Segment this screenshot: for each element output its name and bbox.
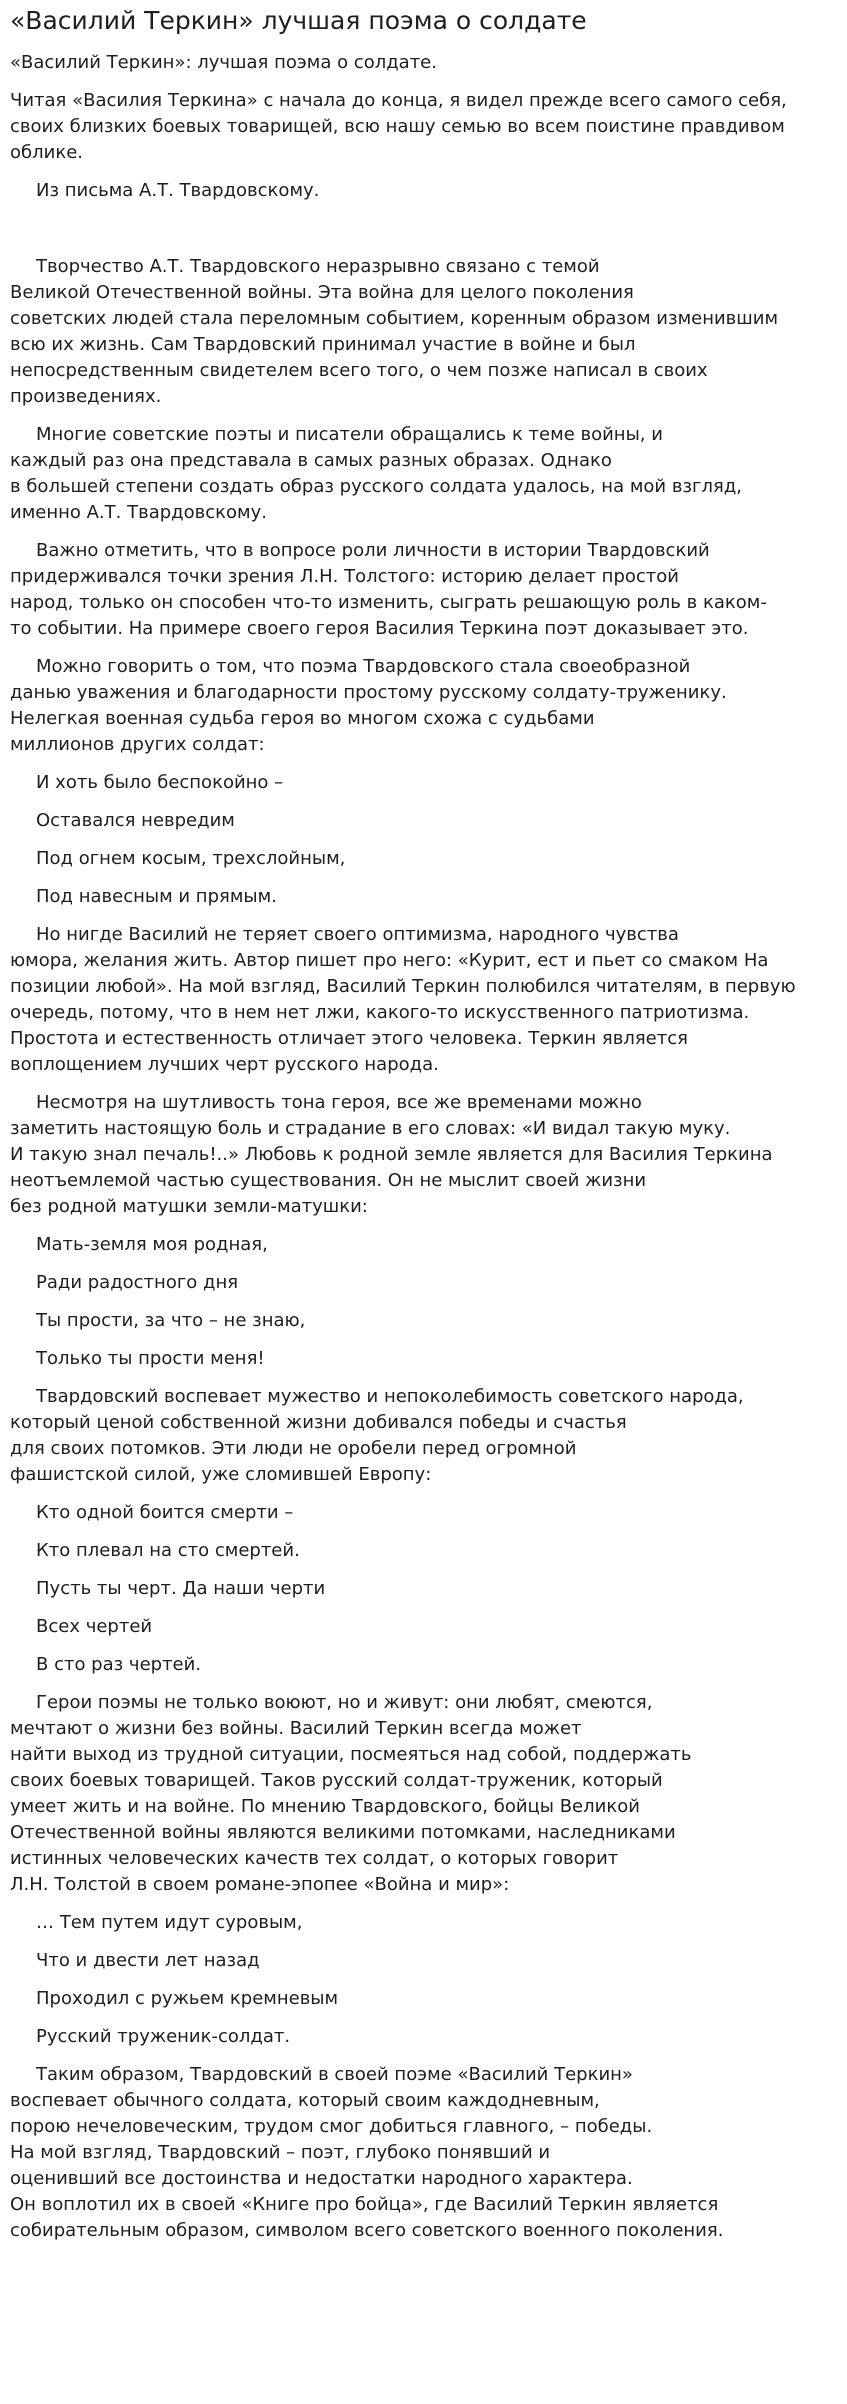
- verse-line: Под навесным и прямым.: [36, 886, 277, 907]
- verse-line: Всех чертей: [36, 1616, 153, 1637]
- epigraph-source: Из письма А.Т. Твардовскому.: [36, 180, 320, 201]
- verse-line: Ты прости, за что – не знаю,: [36, 1310, 306, 1331]
- verse-line: Пусть ты черт. Да наши черти: [36, 1578, 326, 1599]
- verse-line: … Тем путем идут суровым,: [36, 1912, 303, 1933]
- verse-line: И хоть было беспокойно –: [36, 772, 284, 793]
- paragraph-7: Твардовский воспевает мужество и непоколебимость советского народа, который ценой собственной жизни добивался победы и счастья для своих потомков. Эти люди не оробели перед огромной фашистской силой, уже сломившей Европу:: [10, 1386, 744, 1485]
- verse-line: Что и двести лет назад: [36, 1950, 260, 1971]
- paragraph-8: Герои поэмы не только воюют, но и живут: они любят, смеются, мечтают о жизни без войны. Василий Теркин всегда может найти выход из трудной ситуации, посмеяться над собой, поддержать своих боевых товарищей. Таков русский солдат-труженик, который умеет жить и на войне. По мнению Твардовского, бойцы Великой Отечественной войны являются великими потомками, наследниками истинных человеческих качеств тех солдат, о которых говорит Л.Н. Толстой в своем романе-эпопее «Война и мир»:: [10, 1692, 692, 1895]
- verse-line: Русский труженик-солдат.: [36, 2026, 291, 2047]
- epigraph: Читая «Василия Теркина» с начала до конца, я видел прежде всего самого себя, своих близких боевых товарищей, всю нашу семью во всем поистине правдивом облике.: [10, 90, 787, 163]
- verse-line: Оставался невредим: [36, 810, 235, 831]
- verse-line: Мать-земля моя родная,: [36, 1234, 268, 1255]
- paragraph-5: Но нигде Василий не теряет своего оптимизма, народного чувства юмора, желания жить. Автор пишет про него: «Курит, ест и пьет со смаком На позиции любой». На мой взгляд, Василий Теркин полюбился читателям, в первую очередь, потому, что в нем нет лжи, какого-то искусственного патриотизма. Простота и естественность отличает этого человека. Теркин является воплощением лучших черт русского народа.: [10, 924, 796, 1075]
- subtitle: «Василий Теркин»: лучшая поэма о солдате.: [10, 52, 437, 73]
- paragraph-9: Таким образом, Твардовский в своей поэме «Василий Теркин» воспевает обычного солдата, который своим каждодневным, порою нечеловеческим, трудом смог добиться главного, – победы. На мой взгляд, Твардовский – поэт, глубоко понявший и оценивший все достоинства и недостатки народного характера. Он воплотил их в своей «Книге про бойца», где Василий Теркин является собирательным образом, символом всего советского военного поколения.: [10, 2064, 724, 2241]
- verse-line: Кто одной боится смерти –: [36, 1502, 294, 1523]
- paragraph-1: Творчество А.Т. Твардовского неразрывно связано с темой Великой Отечественной войны. Эта война для целого поколения советских людей стала переломным событием, коренным образом изменившим всю их жизнь. Сам Твардовский принимал участие в войне и был непосредственным свидетелем всего того, о чем позже написал в своих произведениях.: [10, 256, 779, 407]
- verse-line: Ради радостного дня: [36, 1272, 239, 1293]
- paragraph-3: Важно отметить, что в вопросе роли личности в истории Твардовский придерживался точки зрения Л.Н. Толстого: историю делает простой народ, только он способен что-то изменить, сыграть решающую роль в каком- то событии. На примере своего героя Василия Теркина поэт доказывает это.: [10, 540, 767, 639]
- verse-line: Под огнем косым, трехслойным,: [36, 848, 346, 869]
- page-title: «Василий Теркин» лучшая поэма о солдате: [10, 6, 587, 35]
- paragraph-4: Можно говорить о том, что поэма Твардовского стала своеобразной данью уважения и благодарности простому русскому солдату-труженику. Нелегкая военная судьба героя во многом схожа с судьбами миллионов других солдат:: [10, 656, 727, 755]
- verse-line: Кто плевал на сто смертей.: [36, 1540, 300, 1561]
- verse-line: Только ты прости меня!: [36, 1348, 265, 1369]
- paragraph-2: Многие советские поэты и писатели обращались к теме войны, и каждый раз она представала в самых разных образах. Однако в большей степени создать образ русского солдата удалось, на мой взгляд, именно А.Т. Твардовскому.: [10, 424, 742, 523]
- verse-line: В сто раз чертей.: [36, 1654, 202, 1675]
- verse-line: Проходил с ружьем кремневым: [36, 1988, 339, 2009]
- paragraph-6: Несмотря на шутливость тона героя, все же временами можно заметить настоящую боль и страдание в его словах: «И видал такую муку. И такую знал печаль!..» Любовь к родной земле является для Василия Теркина неотъемлемой частью существования. Он не мыслит своей жизни без родной матушки земли-матушки:: [10, 1092, 773, 1217]
